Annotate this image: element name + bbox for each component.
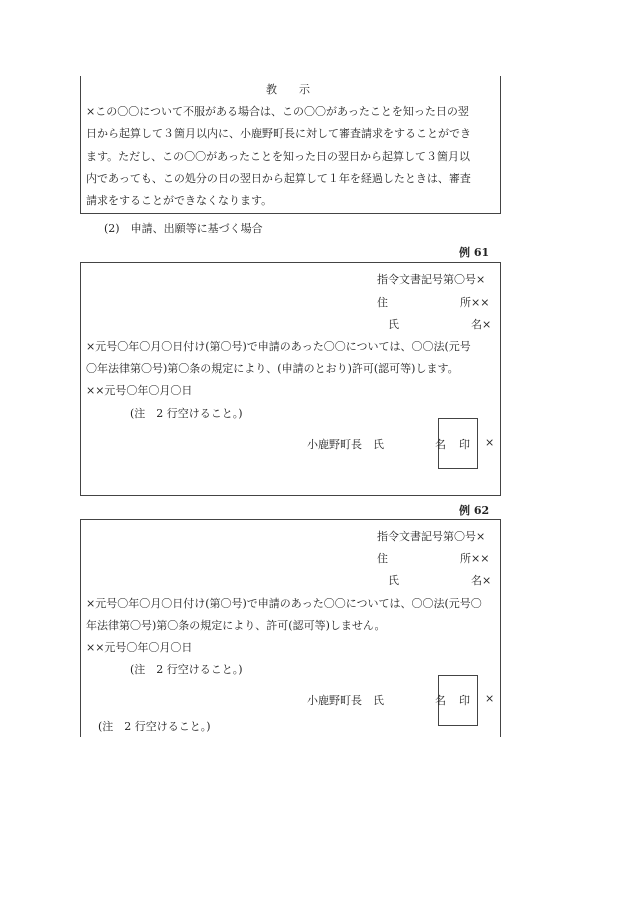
address-label-right: 所×× [460,552,490,565]
seal-char-left: 名 [435,438,446,451]
example-62-left-border [80,519,81,737]
body-line: ×元号〇年〇月〇日付け(第〇号)で申請のあった〇〇については、〇〇法(元号〇 [86,597,482,610]
name-label-right: 名× [471,318,492,331]
date-line: ××元号〇年〇月〇日 [86,384,193,397]
signer: 小鹿野町長 氏 [307,438,384,451]
signer: 小鹿野町長 氏 [307,694,384,707]
address-label-left: 住 [377,552,388,565]
seal-char-right: 印 [459,694,470,707]
seal-char-left: 名 [435,694,446,707]
example-62-label: 例 62 [459,504,490,517]
date-line: ××元号〇年〇月〇日 [86,641,193,654]
name-label-right: 名× [471,574,492,587]
kyouji-bottom-border [80,213,501,214]
example-61-label: 例 61 [459,246,490,259]
example-62-top-border [80,519,501,520]
name-label-left: 氏 [388,318,399,331]
doc-number: 指令文書記号第〇号× [377,530,486,543]
example-61-box [80,262,501,496]
trail-mark: × [485,692,495,705]
body-line: 〇年法律第〇号)第〇条の規定により、(申請のとおり)許可(認可等)します。 [86,362,459,375]
trail-mark: × [485,436,495,449]
kyouji-right-border [500,76,501,214]
note-line: (注 2 行空けること。) [98,720,211,733]
example-62-right-border [500,519,501,737]
kyouji-line: 内であっても、この処分の日の翌日から起算して１年を経過したときは、審査 [86,172,471,185]
kyouji-left-border [80,76,81,214]
kyouji-line: 請求をすることができなくなります。 [86,194,273,207]
section-heading: (2) 申請、出願等に基づく場合 [104,222,263,235]
body-line: 年法律第〇号)第〇条の規定により、許可(認可等)しません。 [86,619,386,632]
note-line: (注 2 行空けること。) [130,407,243,420]
address-label-right: 所×× [460,296,490,309]
kyouji-line: 日から起算して３箇月以内に、小鹿野町長に対して審査請求をすることができ [86,127,471,140]
kyouji-line: ます。ただし、この〇〇があったことを知った日の翌日から起算して３箇月以 [86,150,471,163]
seal-char-right: 印 [459,438,470,451]
kyouji-line: ×この〇〇について不服がある場合は、この〇〇があったことを知った日の翌 [86,105,469,118]
doc-number: 指令文書記号第〇号× [377,273,486,286]
kyouji-title: 教 示 [266,83,310,96]
body-line: ×元号〇年〇月〇日付け(第〇号)で申請のあった〇〇については、〇〇法(元号 [86,340,471,353]
address-label-left: 住 [377,296,388,309]
name-label-left: 氏 [388,574,399,587]
note-line: (注 2 行空けること。) [130,663,243,676]
